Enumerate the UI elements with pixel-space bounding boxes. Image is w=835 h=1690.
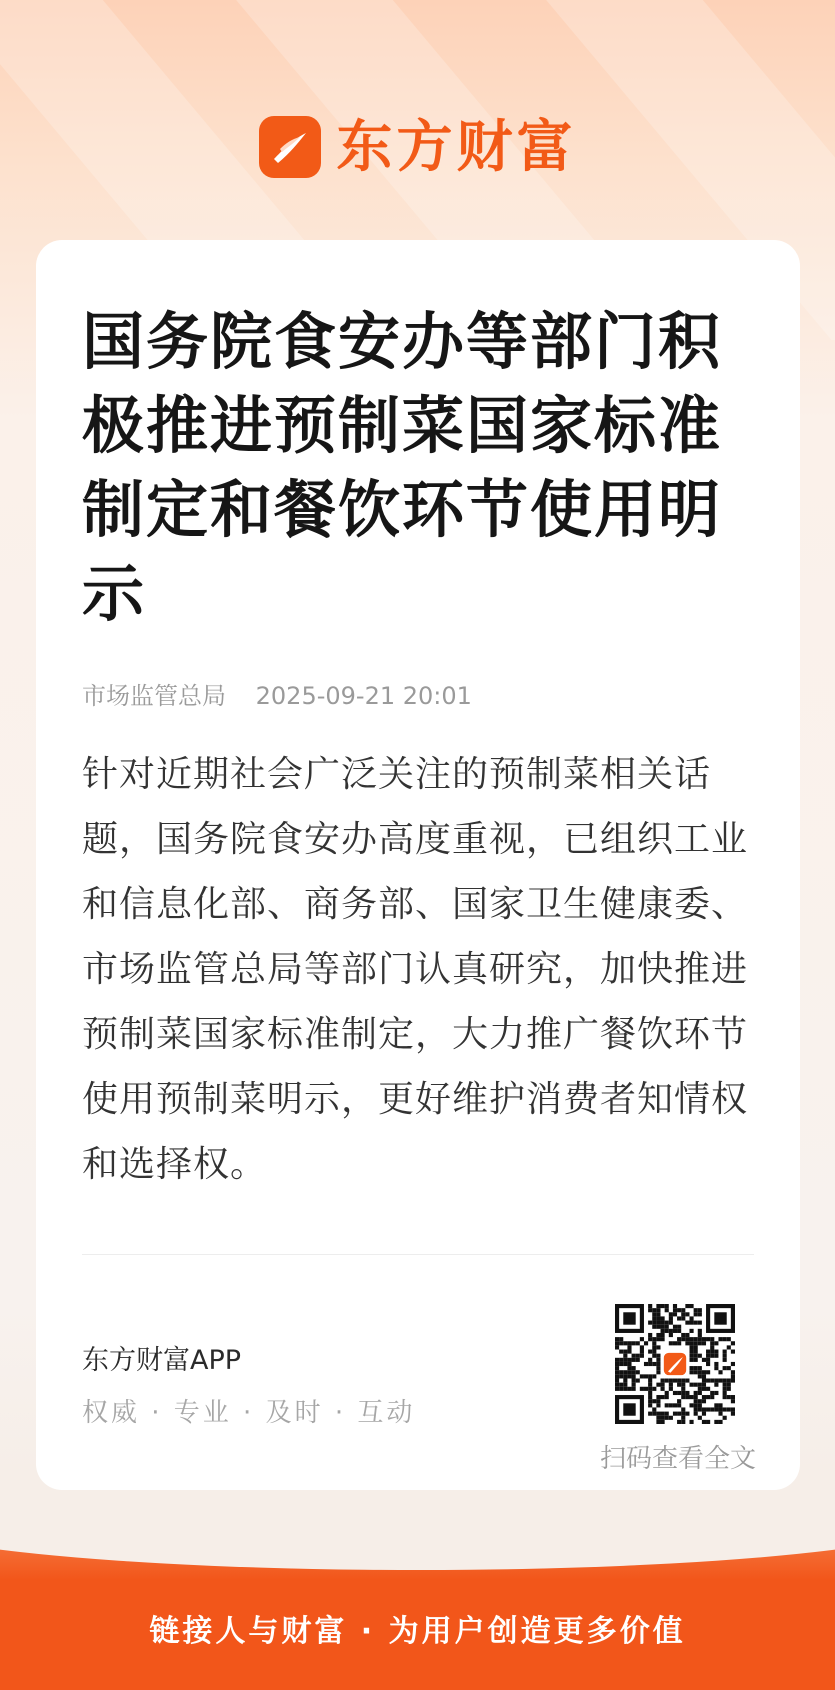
qr-code-icon[interactable]: [615, 1304, 735, 1424]
article-source: 市场监管总局: [82, 682, 226, 710]
article-meta: [82, 676, 472, 711]
divider: [82, 1254, 754, 1255]
article-date: 2025-09-21 20:01: [255, 682, 472, 710]
app-name: 东方财富APP: [82, 1345, 242, 1376]
footer-tagline: 链接人与财富 · 为用户创造更多价值: [149, 1614, 686, 1649]
qr-finder-pattern: [615, 1395, 644, 1424]
footer-curve: [0, 1510, 835, 1570]
qr-finder-pattern: [706, 1304, 735, 1333]
qr-center-logo-icon: [661, 1350, 690, 1379]
article-body: 针对近期社会广泛关注的预制菜相关话题，国务院食安办高度重视，已组织工业和信息化部、商务部、国家卫生健康委、市场监管总局等部门认真研究，加快推进预制菜国家标准制定，大力推广餐饮环节使用预制菜明示，更好维护消费者知情权和选择权。: [82, 754, 749, 1185]
app-slogan: 权威 · 专业 · 及时 · 互动: [82, 1398, 416, 1428]
article-card: [36, 240, 800, 1490]
article-title: 国务院食安办等部门积极推进预制菜国家标准制定和餐饮环节使用明示: [82, 305, 723, 630]
qr-caption: 扫码查看全文: [599, 1444, 756, 1474]
footer-banner: [0, 1510, 835, 1690]
brand-name: 东方财富: [336, 114, 577, 180]
eastmoney-logo-icon: [259, 116, 321, 178]
qr-finder-pattern: [615, 1304, 644, 1333]
brand-header: [0, 116, 835, 178]
